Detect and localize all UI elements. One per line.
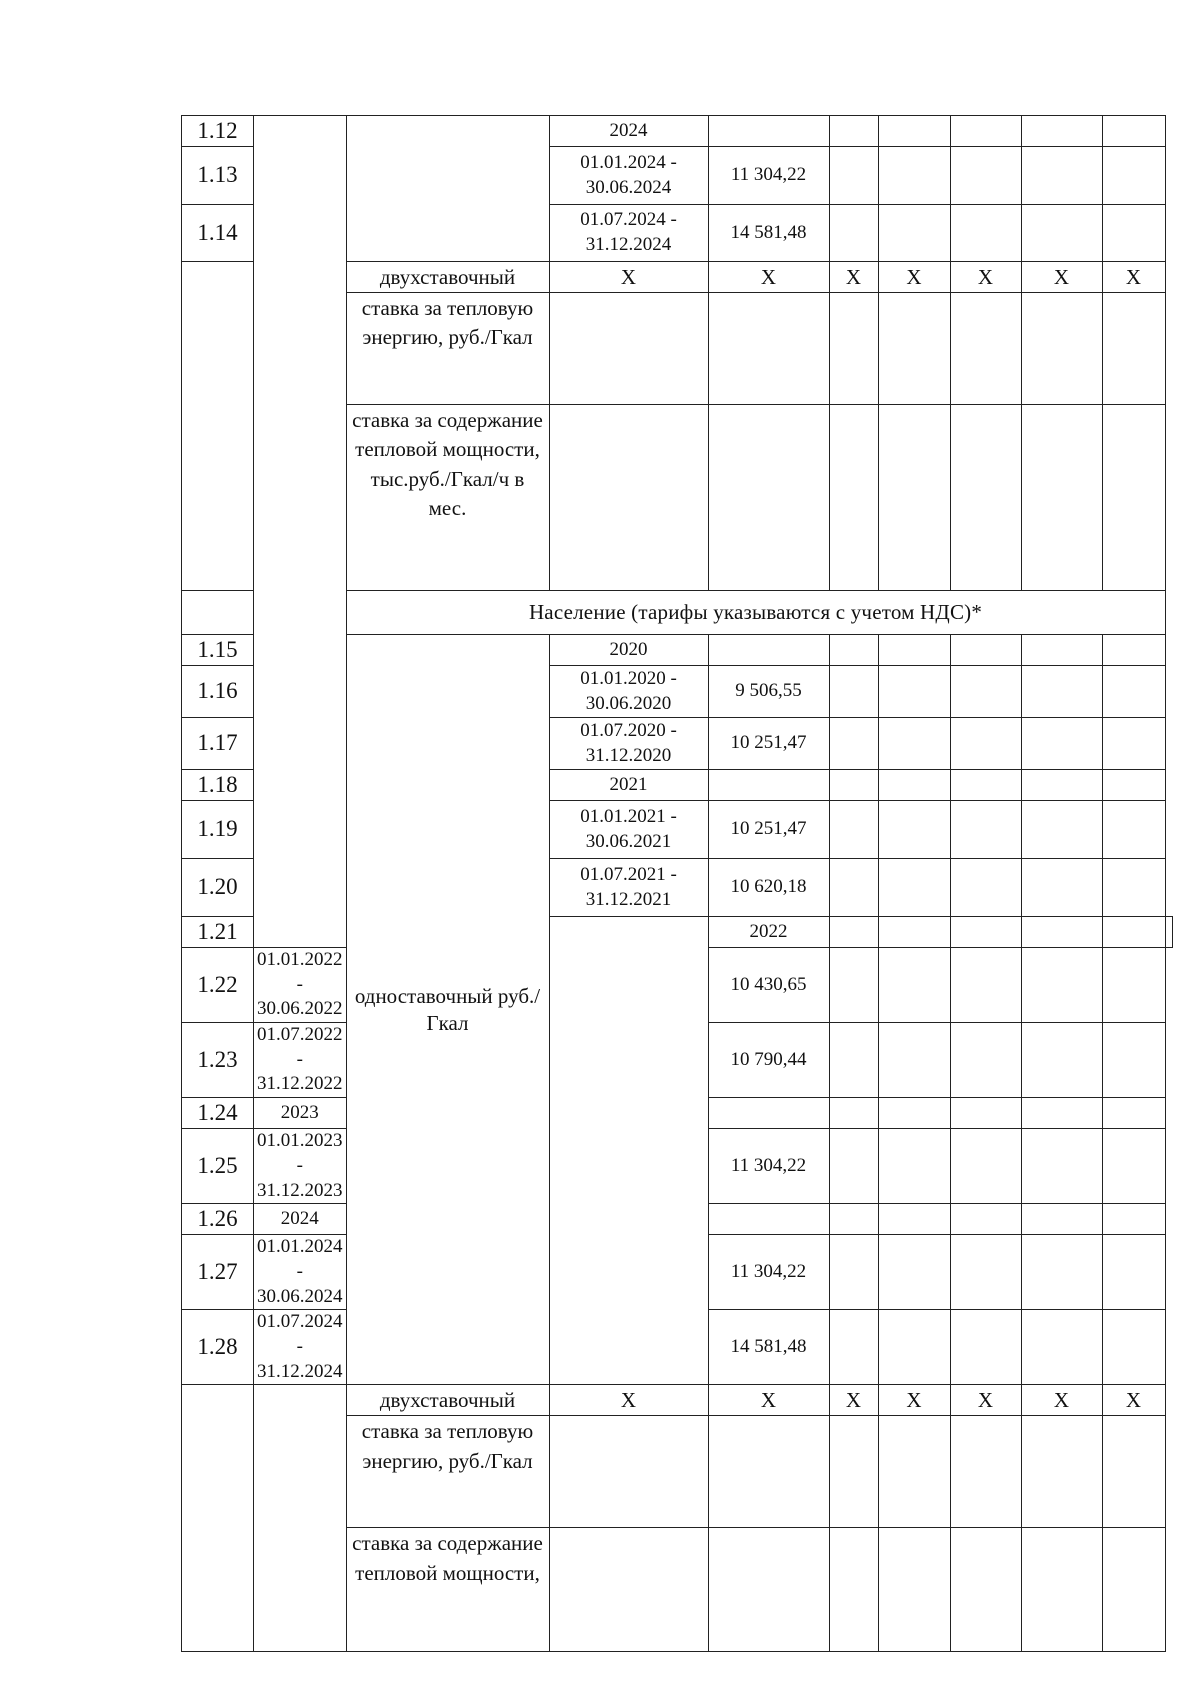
period-cell: 01.07.2022 - 31.12.2022 — [254, 1023, 347, 1098]
value-cell: 10 251,47 — [708, 718, 829, 770]
merged-cell — [182, 262, 254, 591]
row-number: 1.28 — [182, 1310, 254, 1385]
row-number: 1.21 — [182, 917, 254, 948]
table-row — [182, 1385, 1173, 1416]
row-number: 1.27 — [182, 1235, 254, 1310]
value-cell: 9 506,55 — [708, 666, 829, 718]
capacity-rate-label: ставка за содержание тепловой мощности, — [346, 1528, 549, 1652]
row-number: 1.19 — [182, 801, 254, 859]
period-cell: 2023 — [254, 1098, 347, 1129]
x-mark: X — [878, 1385, 950, 1416]
period-cell: 01.07.2024 - 31.12.2024 — [254, 1310, 347, 1385]
row-number: 1.15 — [182, 635, 254, 666]
row-number: 1.18 — [182, 770, 254, 801]
table-row — [182, 116, 1173, 147]
period-cell: 01.07.2024 - 31.12.2024 — [549, 205, 708, 262]
period-cell: 01.01.2020 - 30.06.2020 — [549, 666, 708, 718]
x-mark: X — [549, 1385, 708, 1416]
row-number: 1.13 — [182, 147, 254, 205]
row-number: 1.25 — [182, 1129, 254, 1204]
heat-rate-label: ставка за тепловую энергию, руб./Гкал — [346, 293, 549, 405]
tariff-table — [181, 115, 1173, 1652]
value-cell: 10 790,44 — [708, 1023, 829, 1098]
period-cell: 01.01.2024 - 30.06.2024 — [549, 147, 708, 205]
value-cell: 11 304,22 — [708, 1129, 829, 1204]
one-rate-label: одноставочный руб./Гкал — [346, 635, 549, 1385]
value-cell: 14 581,48 — [708, 205, 829, 262]
x-mark: X — [549, 262, 708, 293]
merged-cell — [182, 1385, 254, 1652]
period-cell: 01.01.2021 - 30.06.2021 — [549, 801, 708, 859]
period-cell: 2020 — [549, 635, 708, 666]
row-number: 1.26 — [182, 1204, 254, 1235]
period-cell: 2021 — [549, 770, 708, 801]
value-cell: 10 620,18 — [708, 859, 829, 917]
period-cell: 01.01.2023 - 31.12.2023 — [254, 1129, 347, 1204]
value-cell — [708, 1204, 829, 1235]
period-cell: 2024 — [254, 1204, 347, 1235]
value-cell — [708, 770, 829, 801]
capacity-rate-label: ставка за содержание тепловой мощности, тыс.руб./Гкал/ч в мес. — [346, 405, 549, 591]
period-cell: 01.01.2022 - 30.06.2022 — [254, 948, 347, 1023]
merged-cell — [254, 1385, 347, 1652]
x-mark: X — [1102, 262, 1165, 293]
two-rate-label: двухставочный — [346, 1385, 549, 1416]
merged-cell — [549, 917, 708, 1385]
value-cell: 10 251,47 — [708, 801, 829, 859]
row-number: 1.16 — [182, 666, 254, 718]
period-cell: 01.07.2020 - 31.12.2020 — [549, 718, 708, 770]
x-mark: X — [829, 1385, 878, 1416]
merged-cell — [254, 116, 347, 948]
period-cell: 01.01.2024 - 30.06.2024 — [254, 1235, 347, 1310]
value-cell — [708, 635, 829, 666]
value-cell: 10 430,65 — [708, 948, 829, 1023]
value-cell: 11 304,22 — [708, 1235, 829, 1310]
row-number: 1.24 — [182, 1098, 254, 1129]
x-mark: X — [708, 1385, 829, 1416]
heat-rate-label: ставка за тепловую энергию, руб./Гкал — [346, 1416, 549, 1528]
period-cell: 2022 — [708, 917, 829, 948]
period-cell: 2024 — [549, 116, 708, 147]
x-mark: X — [1102, 1385, 1165, 1416]
row-number: 1.14 — [182, 205, 254, 262]
row-number: 1.12 — [182, 116, 254, 147]
x-mark: X — [1021, 262, 1102, 293]
population-heading: Население (тарифы указываются с учетом НДС)* — [346, 591, 1165, 635]
row-number: 1.17 — [182, 718, 254, 770]
value-cell — [829, 917, 878, 948]
row-number: 1.20 — [182, 859, 254, 917]
x-mark: X — [829, 262, 878, 293]
x-mark: X — [950, 1385, 1021, 1416]
row-number: 1.23 — [182, 1023, 254, 1098]
value-cell — [708, 1098, 829, 1129]
period-cell: 01.07.2021 - 31.12.2021 — [549, 859, 708, 917]
x-mark: X — [708, 262, 829, 293]
merged-cell — [346, 116, 549, 262]
value-cell: 14 581,48 — [708, 1310, 829, 1385]
x-mark: X — [878, 262, 950, 293]
row-number: 1.22 — [182, 948, 254, 1023]
x-mark: X — [1021, 1385, 1102, 1416]
value-cell: 11 304,22 — [708, 147, 829, 205]
x-mark: X — [950, 262, 1021, 293]
two-rate-label: двухставочный — [346, 262, 549, 293]
